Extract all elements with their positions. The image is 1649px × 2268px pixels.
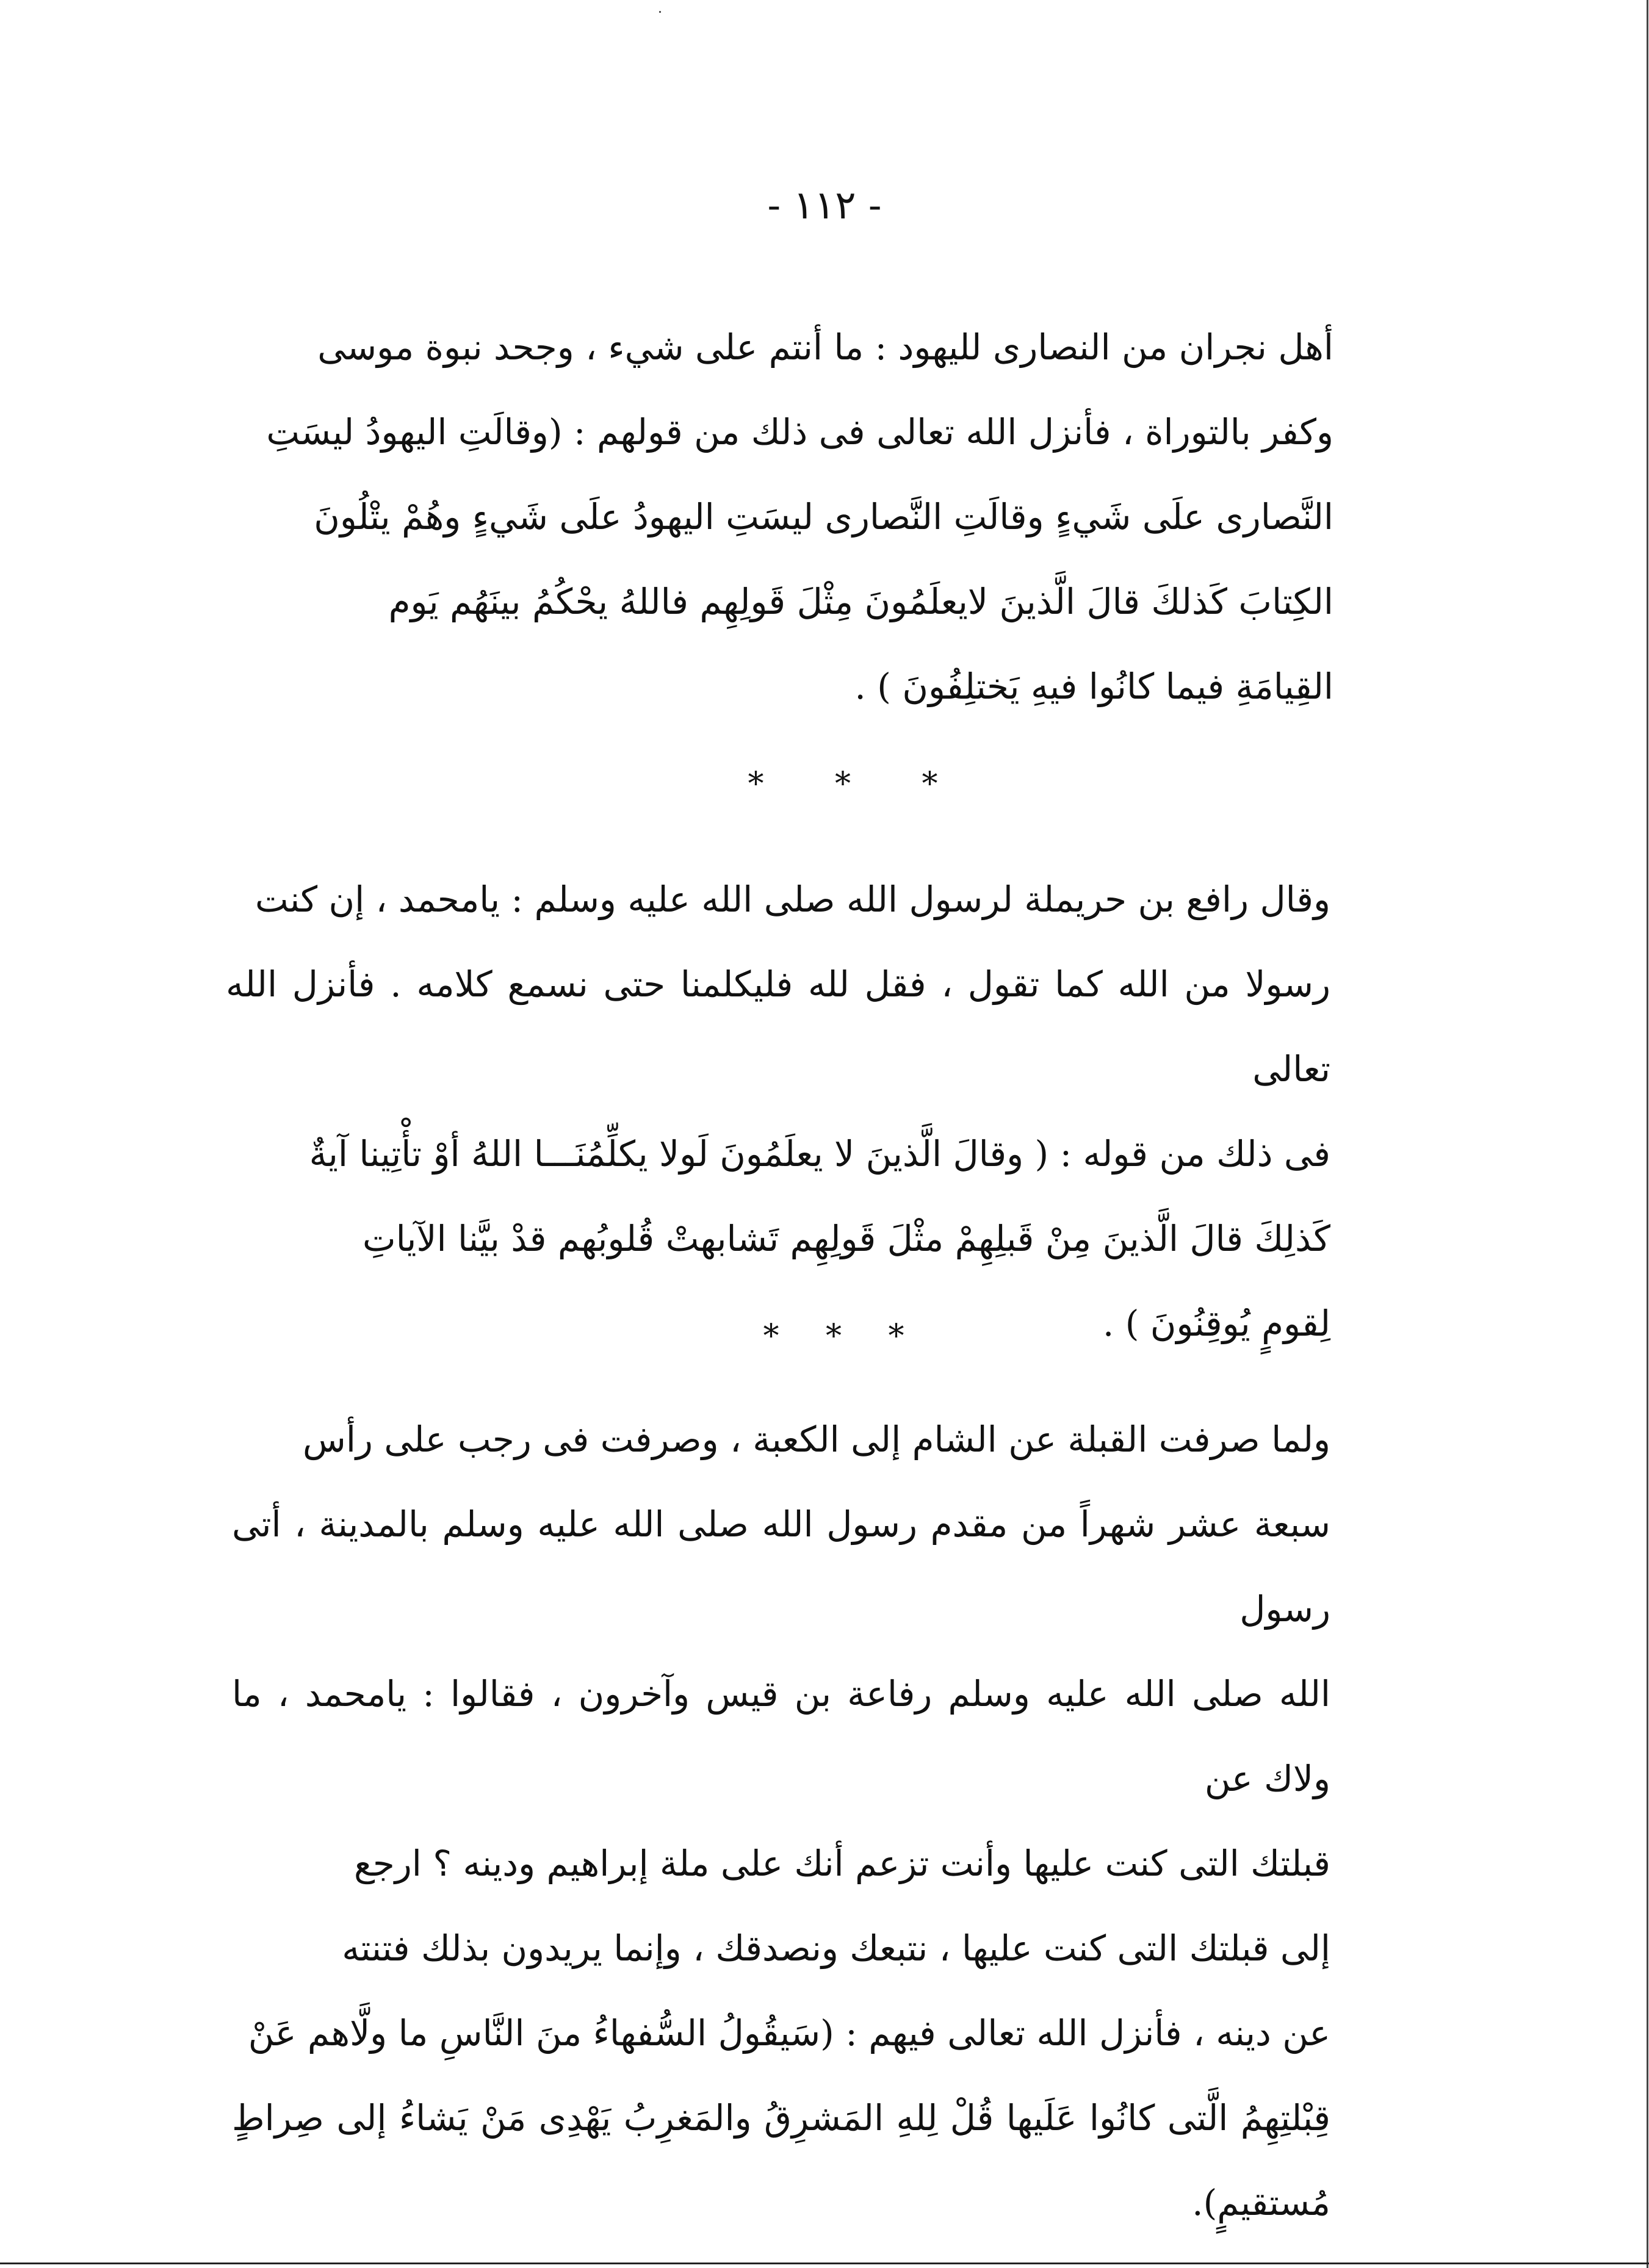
text-line: عن دينه ، فأنزل الله تعالى فيهم : (سَيقُولُ السُّفهاءُ منَ النَّاسِ ما ولَّاهم عَنْ [248,2012,1330,2054]
text-line: الله صلى الله عليه وسلم رفاعة بن قيس وآخرون ، فقالوا : يامحمد ، ما ولاك عن [232,1673,1330,1799]
text-line: فى ذلك من قوله : ( وقالَ الَّذينَ لا يعلَمُونَ لَولا يكلِّمُنَـــا اللهُ أوْ تأْتِينا آيةٌ [309,1133,1330,1175]
text-line: وقال رافع بن حريملة لرسول الله صلى الله عليه وسلم : يامحمد ، إن كنت [255,879,1330,920]
text-line: قِبْلتِهِمُ الَّتى كانُوا عَلَيها قُلْ لِلهِ المَشرِقُ والمَغرِبُ يَهْدِى مَنْ يَشاءُ إلى صِراطٍ مُستقيمٍ). [232,2097,1330,2223]
paragraph-1 [214,305,1333,729]
text-line: قبلتك التى كنت عليها وأنت تزعم أنك على ملة إبراهيم ودينه ؟ ارجع [354,1843,1330,1884]
text-line: ولما صرفت القبلة عن الشام إلى الكعبة ، وصرفت فى رجب على رأس [303,1419,1330,1460]
section-divider: * * * [763,1318,923,1355]
text-line: رسولا من الله كما تقول ، فقل لله فليكلمنا حتى نسمع كلامه . فأنزل الله تعالى [226,963,1330,1090]
text-line: وكفر بالتوراة ، فأنزل الله تعالى فى ذلك من قولهم : (وقالَتِ اليهودُ ليسَتِ [266,411,1333,453]
scan-border-bottom [0,2263,1649,2264]
paragraph-2 [226,857,1330,1366]
text-line: سبعة عشر شهراً من مقدم رسول الله صلى الله عليه وسلم بالمدينة ، أتى رسول [232,1503,1330,1630]
scan-border-right [1647,0,1648,2268]
text-line: أهل نجران من النصارى لليهود : ما أنتم على شيء ، وجحد نبوة موسى [317,326,1333,368]
text-line: لِقومٍ يُوقِنُونَ ) . [1102,1303,1330,1344]
text-line: الكِتابَ كَذلكَ قالَ الَّذينَ لايعلَمُونَ مِثْلَ قَولِهِم فاللهُ يحْكُمُ بينَهُم يَوم [388,581,1333,622]
text-line: كَذلِكَ قالَ الَّذينَ مِنْ قَبلِهِمْ مثْلَ قَولِهِم تَشابهتْ قُلوبُهم قدْ بيَّنا الآياتِ [363,1218,1330,1259]
text-line: النَّصارى علَى شَيءٍ وقالَتِ النَّصارى ليسَتِ اليهودُ علَى شَيءٍ وهُمْ يتْلُونَ [314,496,1333,538]
scan-speck [659,11,661,13]
page-number: - ١١٢ - [767,183,882,228]
text-line: إلى قبلتك التى كنت عليها ، نتبعك ونصدقك ، وإنما يريدون بذلك فتنته [342,1928,1330,1969]
text-line: القِيامَةِ فيما كانُوا فيهِ يَختلِفُونَ ) . [854,666,1333,707]
section-divider: * * * [748,766,969,802]
paragraph-3 [232,1397,1330,2245]
